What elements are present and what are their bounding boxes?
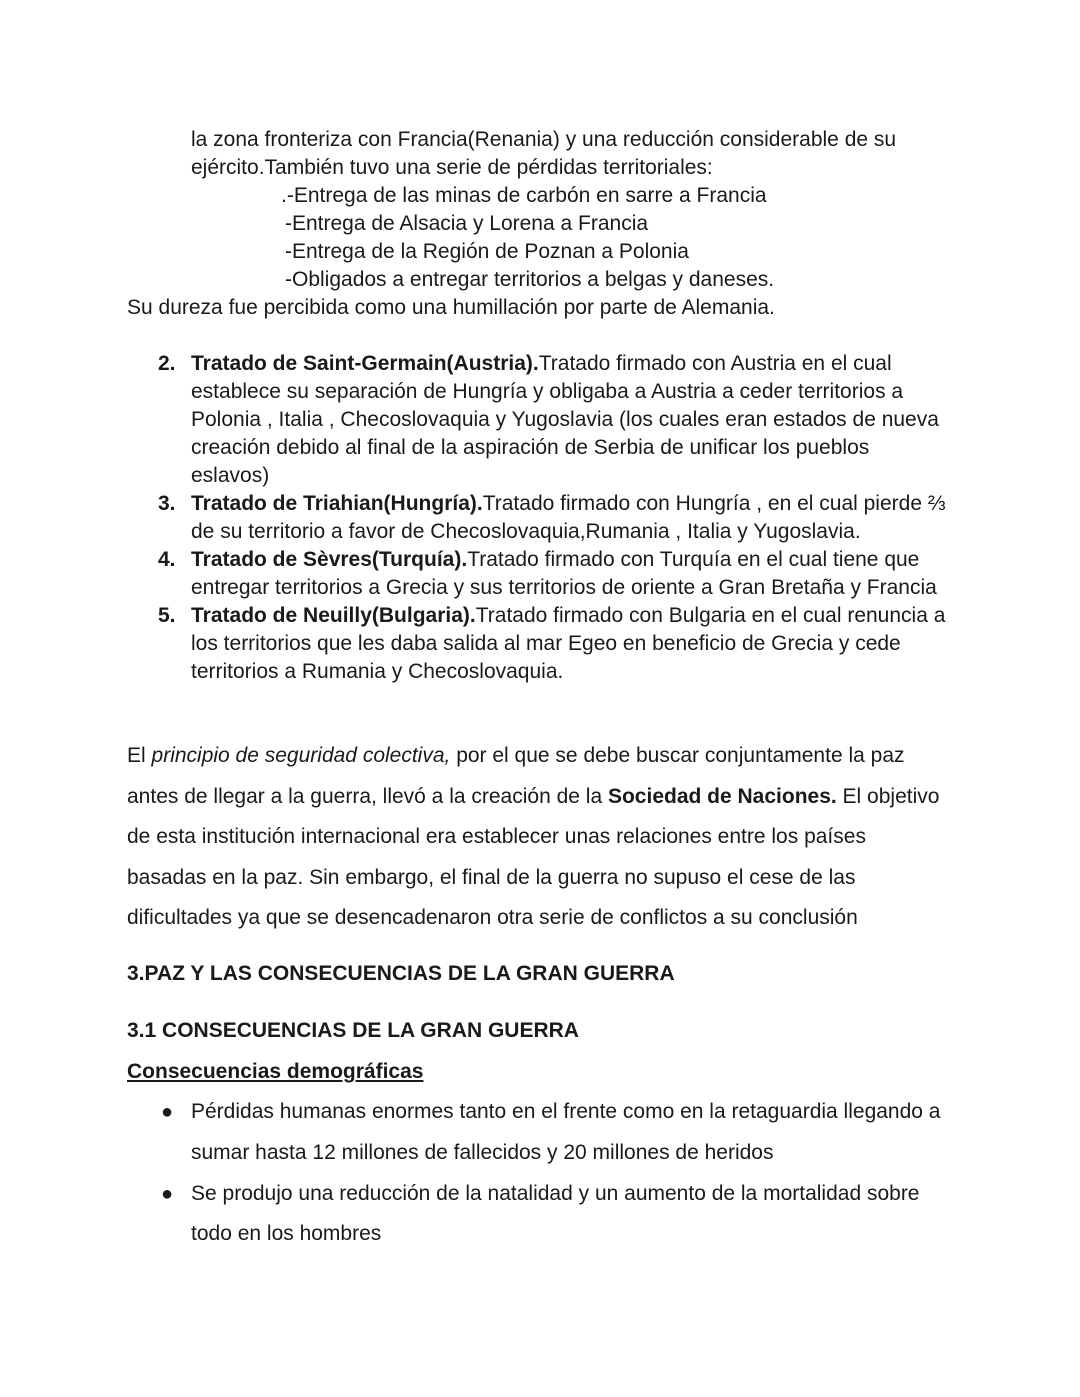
treaty-title: Tratado de Neuilly(Bulgaria). (191, 604, 476, 627)
demographics-heading: Consecuencias demográficas (127, 1060, 424, 1083)
bullet-icon: ● (161, 1101, 174, 1123)
treaty-text: establece su separación de Hungría y obligaba a Austria a ceder territorios a (191, 380, 904, 403)
security-paragraph-line: dificultades ya que se desencadenaron otra serie de conflictos a su conclusión (127, 906, 858, 929)
territorial-loss-item: -Obligados a entregar territorios a belgas y daneses. (285, 268, 775, 291)
italic-term: principio de seguridad colectiva, (151, 744, 451, 767)
security-paragraph-line: de esta institución internacional era establecer unas relaciones entre los países (127, 825, 866, 848)
text-run: El (127, 744, 152, 767)
intro-line: la zona fronteriza con Francia(Renania) y una reducción considerable de su (191, 128, 897, 151)
treaty-item (191, 350, 892, 378)
bullet-text: Pérdidas humanas enormes tanto en el frente como en la retaguardia llegando a (191, 1100, 941, 1123)
treaty-text: de su territorio a favor de Checoslovaquia,Rumania , Italia y Yugoslavia. (191, 520, 861, 543)
bullet-text: sumar hasta 12 millones de fallecidos y 20 millones de heridos (191, 1141, 774, 1164)
list-number: 4. (158, 548, 176, 571)
territorial-loss-item: -Entrega de Alsacia y Lorena a Francia (285, 212, 649, 235)
treaty-title: Tratado de Saint-Germain(Austria). (191, 352, 539, 375)
treaty-text: territorios a Rumania y Checoslovaquia. (191, 660, 564, 683)
treaty-title: Tratado de Triahian(Hungría). (191, 492, 483, 515)
treaty-text: eslavos) (191, 464, 270, 487)
treaty-title: Tratado de Sèvres(Turquía). (191, 548, 468, 571)
list-number: 5. (158, 604, 176, 627)
list-number: 2. (158, 352, 176, 375)
bullet-text: todo en los hombres (191, 1222, 382, 1245)
intro-conclusion: Su dureza fue percibida como una humillación por parte de Alemania. (127, 296, 775, 319)
text-run: antes de llegar a la guerra, llevó a la creación de la (127, 785, 608, 808)
bullet-icon: ● (161, 1183, 174, 1205)
security-paragraph-line: basadas en la paz. Sin embargo, el final de la guerra no supuso el cese de las (127, 866, 856, 889)
treaty-text: Tratado firmado con Austria en el cual (538, 352, 892, 375)
treaty-text: Tratado firmado con Hungría , en el cual pierde ⅔ (482, 492, 946, 515)
treaty-item (191, 602, 945, 630)
security-paragraph-line (127, 783, 939, 811)
text-run: El objetivo (836, 785, 940, 808)
intro-line: ejército.También tuvo una serie de pérdidas territoriales: (191, 156, 713, 179)
treaty-text: Polonia , Italia , Checoslovaquia y Yugoslavia (los cuales eran estados de nueva (191, 408, 939, 431)
subsection-heading: 3.1 CONSECUENCIAS DE LA GRAN GUERRA (127, 1019, 579, 1042)
text-run: por el que se debe buscar conjuntamente la paz (450, 744, 905, 767)
territorial-loss-item: .-Entrega de las minas de carbón en sarre a Francia (281, 184, 767, 207)
treaty-text: Tratado firmado con Bulgaria en el cual renuncia a (475, 604, 946, 627)
treaty-text: entregar territorios a Grecia y sus territorios de oriente a Gran Bretaña y Francia (191, 576, 937, 599)
treaty-item (191, 490, 945, 518)
bullet-text: Se produjo una reducción de la natalidad y un aumento de la mortalidad sobre (191, 1182, 920, 1205)
territorial-loss-item: -Entrega de la Región de Poznan a Polonia (285, 240, 689, 263)
list-number: 3. (158, 492, 176, 515)
bold-term: Sociedad de Naciones. (607, 785, 837, 808)
treaty-text: creación debido al final de la aspiración de Serbia de unificar los pueblos (191, 436, 870, 459)
treaty-item (191, 546, 919, 574)
section-heading: 3.PAZ Y LAS CONSECUENCIAS DE LA GRAN GUERRA (127, 962, 675, 985)
treaty-text: los territorios que les daba salida al mar Egeo en beneficio de Grecia y cede (191, 632, 901, 655)
treaty-text: Tratado firmado con Turquía en el cual tiene que (467, 548, 920, 571)
security-paragraph-line (127, 742, 905, 770)
